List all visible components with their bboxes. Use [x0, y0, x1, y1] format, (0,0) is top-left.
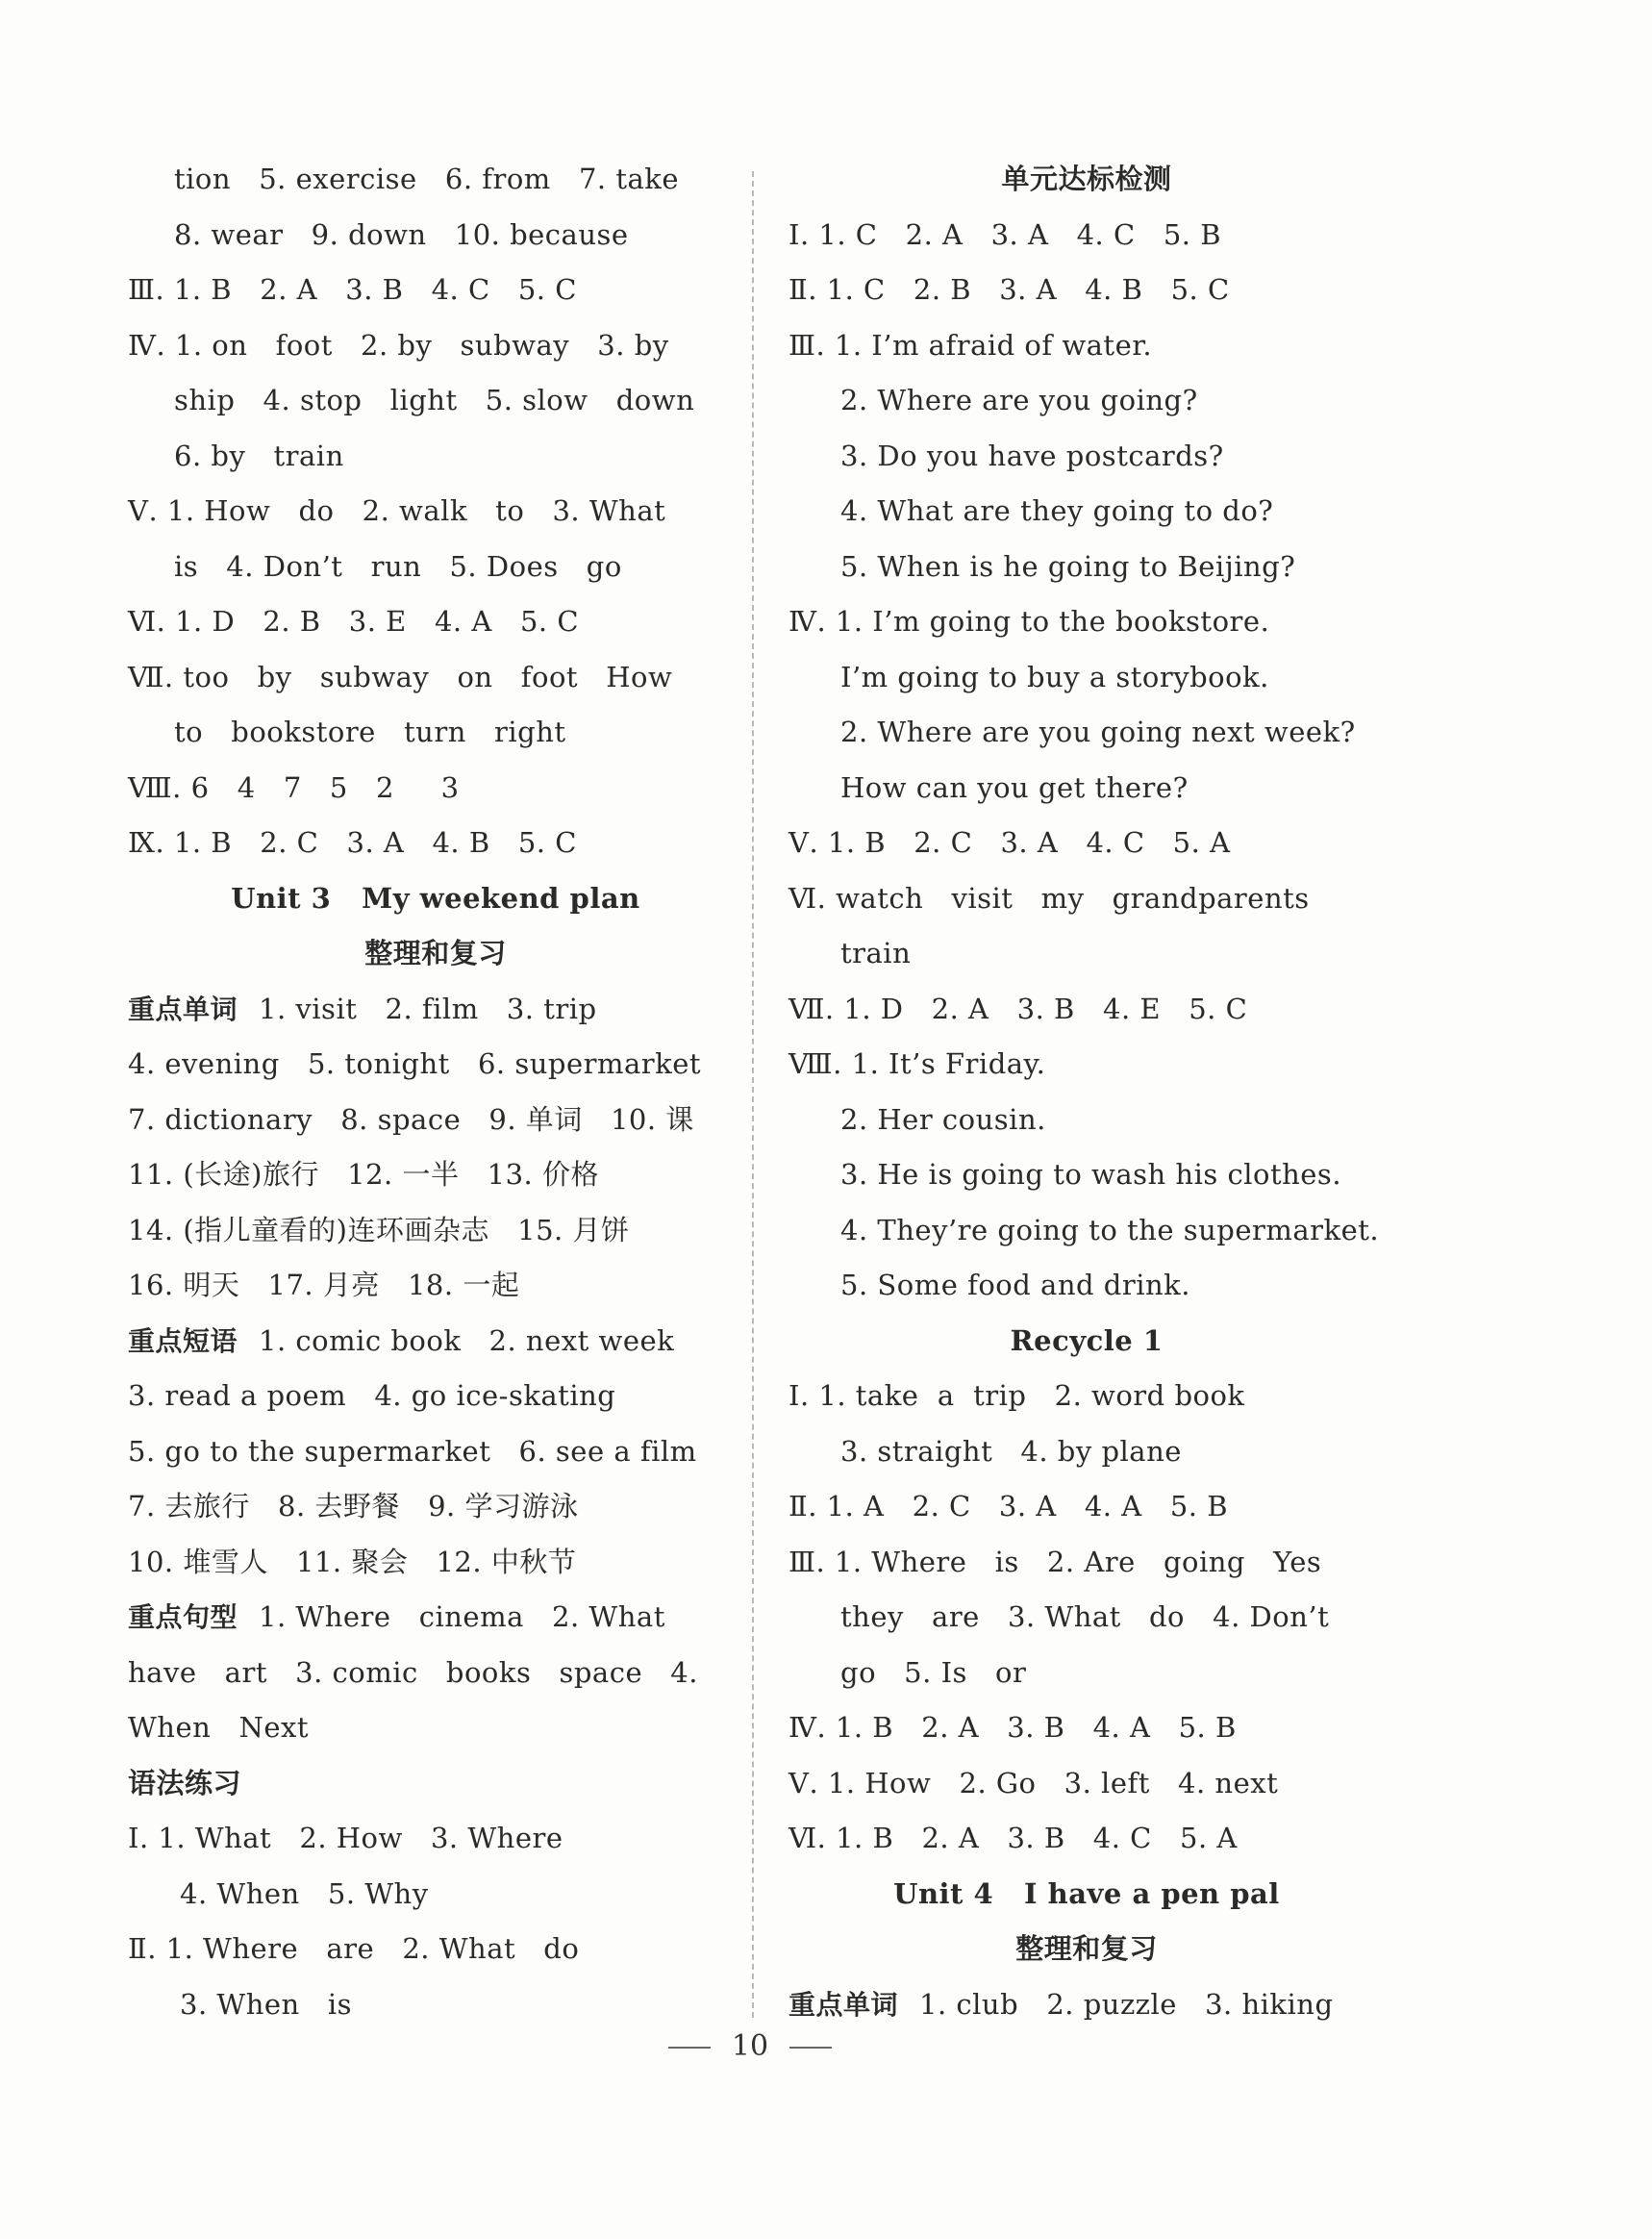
answer-line: Ⅵ. 1. D 2. B 3. E 4. A 5. C — [128, 605, 580, 638]
key-words-line: 重点单词 1. club 2. puzzle 3. hiking — [788, 1987, 1334, 2021]
answer-line: 2. Where are you going? — [840, 384, 1198, 416]
answer-line: 2. Her cousin. — [840, 1102, 1046, 1136]
answer-line: Ⅵ. 1. B 2. A 3. B 4. C 5. A — [788, 1822, 1238, 1854]
answer-line: tion 5. exercise 6. from 7. take — [174, 163, 680, 195]
answer-line: go 5. Is or — [840, 1655, 1027, 1689]
answer-line: is 4. Don’t run 5. Does go — [174, 549, 622, 583]
answer-line: 3. read a poem 4. go ice-skating — [128, 1379, 616, 1412]
answer-line: 4. What are they going to do? — [840, 494, 1274, 527]
answer-line: Ⅶ. 1. D 2. A 3. B 4. E 5. C — [788, 992, 1248, 1025]
answer-line: Ⅳ. 1. B 2. A 3. B 4. A 5. B — [788, 1711, 1237, 1744]
answer-line: 3. When is — [180, 1987, 353, 2021]
answer-line: Ⅴ. 1. How 2. Go 3. left 4. next — [788, 1766, 1279, 1799]
answer-line: 14. (指儿童看的)连环画杂志 15. 月饼 — [128, 1213, 630, 1246]
left-column — [128, 152, 743, 2032]
answer-line: ship 4. stop light 5. slow down — [174, 384, 695, 416]
unit-title: Unit 3 My weekend plan — [231, 881, 640, 915]
answer-line: 6. by train — [174, 439, 344, 472]
answer-line: 5. When is he going to Beijing? — [840, 549, 1296, 583]
section-title: 整理和复习 — [1015, 1932, 1158, 1965]
right-column — [788, 152, 1385, 2032]
section-title: 整理和复习 — [364, 937, 507, 969]
answer-line: When Next — [128, 1711, 310, 1744]
key-sentences-line: 重点句型 1. Where cinema 2. What — [128, 1600, 665, 1633]
answer-line: Ⅷ. 1. It’s Friday. — [788, 1047, 1046, 1080]
answer-line: How can you get there? — [840, 770, 1189, 804]
page-number: 10 — [0, 2029, 1500, 2063]
answer-line: Ⅳ. 1. I’m going to the bookstore. — [788, 605, 1270, 638]
answer-line: Ⅱ. 1. C 2. B 3. A 4. B 5. C — [788, 273, 1230, 306]
answer-line: Ⅶ. too by subway on foot How — [128, 660, 673, 693]
answer-line: 4. When 5. Why — [180, 1876, 429, 1910]
answer-line: 4. evening 5. tonight 6. supermarket — [128, 1047, 702, 1080]
answer-line: Ⅵ. watch visit my grandparents — [788, 881, 1310, 915]
unit-title: Unit 4 I have a pen pal — [893, 1876, 1280, 1910]
key-words-line: 重点单词 1. visit 2. film 3. trip — [128, 992, 597, 1025]
key-sentences-label: 重点句型 — [128, 1601, 238, 1633]
section-title: 单元达标检测 — [1001, 163, 1172, 195]
answer-line: 3. straight 4. by plane — [840, 1434, 1182, 1468]
answer-line: 10. 堆雪人 11. 聚会 12. 中秋节 — [128, 1545, 577, 1578]
answer-line: 7. 去旅行 8. 去野餐 9. 学习游泳 — [128, 1490, 579, 1522]
answer-line: Ⅷ. 6 4 7 5 2 3 — [128, 770, 460, 804]
answer-line: 5. go to the supermarket 6. see a film — [128, 1434, 697, 1468]
answer-line: Ⅰ. 1. What 2. How 3. Where — [128, 1822, 563, 1854]
answer-line: to bookstore turn right — [174, 716, 566, 748]
answer-line: Ⅴ. 1. How do 2. walk to 3. What — [128, 494, 666, 527]
answer-line: Ⅲ. 1. Where is 2. Are going Yes — [788, 1545, 1322, 1578]
answer-line: Ⅱ. 1. A 2. C 3. A 4. A 5. B — [788, 1490, 1229, 1522]
key-words-label: 重点单词 — [128, 993, 238, 1025]
dash-right — [789, 2047, 832, 2049]
answer-line: Ⅲ. 1. B 2. A 3. B 4. C 5. C — [128, 273, 577, 306]
key-phrases-label: 重点短语 — [128, 1324, 238, 1357]
answer-line: Ⅲ. 1. I’m afraid of water. — [788, 328, 1153, 362]
answer-line: 7. dictionary 8. space 9. 单词 10. 课 — [128, 1102, 694, 1136]
answer-line: 5. Some food and drink. — [840, 1269, 1190, 1301]
answer-line: 16. 明天 17. 月亮 18. 一起 — [128, 1269, 520, 1301]
answer-line: have art 3. comic books space 4. — [128, 1655, 698, 1689]
answer-line: 3. He is going to wash his clothes. — [840, 1158, 1342, 1191]
answer-line: 11. (长途)旅行 12. 一半 13. 价格 — [128, 1158, 599, 1191]
answer-line: Ⅰ. 1. C 2. A 3. A 4. C 5. B — [788, 217, 1222, 251]
answer-line: 3. Do you have postcards? — [840, 439, 1224, 472]
column-divider — [752, 171, 754, 2018]
answer-line: Ⅰ. 1. take a trip 2. word book — [788, 1379, 1245, 1412]
key-words-label: 重点单词 — [788, 1988, 899, 2021]
answer-line: 2. Where are you going next week? — [840, 716, 1356, 748]
answer-line: 4. They’re going to the supermarket. — [840, 1213, 1380, 1246]
recycle-title: Recycle 1 — [1010, 1323, 1164, 1357]
answer-line: Ⅱ. 1. Where are 2. What do — [128, 1932, 580, 1965]
answer-line: I’m going to buy a storybook. — [840, 660, 1269, 693]
dash-left — [668, 2047, 711, 2049]
answer-line: they are 3. What do 4. Don’t — [840, 1600, 1330, 1633]
answer-line: 8. wear 9. down 10. because — [174, 217, 629, 251]
grammar-label: 语法练习 — [128, 1766, 242, 1799]
answer-line: Ⅸ. 1. B 2. C 3. A 4. B 5. C — [128, 826, 577, 859]
answer-line: Ⅴ. 1. B 2. C 3. A 4. C 5. A — [788, 826, 1231, 859]
key-phrases-line: 重点短语 1. comic book 2. next week — [128, 1323, 675, 1357]
answer-line: train — [840, 937, 912, 969]
answer-line: Ⅳ. 1. on foot 2. by subway 3. by — [128, 328, 669, 362]
